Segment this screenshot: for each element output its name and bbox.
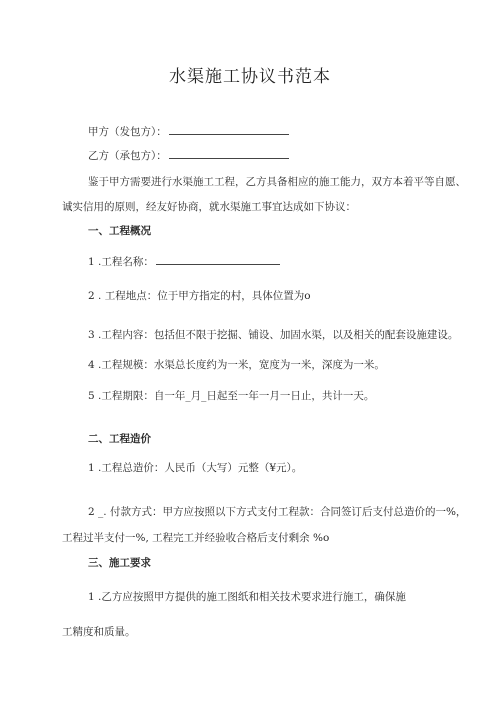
item-1-3: 3 .工程内容：包括但不限于挖掘、铺设、加固水渠，以及相关的配套设施建设。 [88, 329, 459, 341]
item-2-2-line-2: 工程过半支付一%, 工程完工并经验收合格后支付剩余 %o [62, 532, 330, 544]
intro-line-1: 鉴于甲方需要进行水渠施工工程，乙方具备相应的施工能力，双方本着平等自愿、 [88, 176, 466, 188]
item-2-2-line-1: 2 _. 付款方式：甲方应按照以下方式支付工程款：合同签订后支付总造价的一%， [88, 506, 467, 518]
item-3-1-line-2: 工精度和质量。 [62, 626, 136, 638]
item-3-1-line-1: 1 .乙方应按照甲方提供的施工图纸和相关技术要求进行施工，确保施 [88, 591, 406, 603]
section-1-heading: 一、工程概况 [88, 225, 151, 237]
item-1-2: 2 . 工程地点：位于甲方指定的村，具体位置为o [88, 290, 311, 302]
party-b-label: 乙方（承包方）： [88, 150, 167, 162]
item-1-1 [88, 254, 280, 269]
section-3-heading: 三、施工要求 [88, 557, 151, 569]
party-b-blank [169, 148, 289, 159]
party-b-line [88, 148, 289, 163]
document-title: 水渠施工协议书范本 [169, 67, 331, 87]
party-a-blank [169, 124, 289, 135]
party-a-label: 甲方（发包方）： [88, 126, 167, 138]
item-1-1-text: 1 .工程名称： [88, 256, 154, 268]
section-2-heading: 二、工程造价 [88, 433, 151, 445]
project-name-blank [156, 254, 280, 265]
intro-line-2: 诚实信用的原则，经友好协商，就水渠施工事宜达成如下协议： [62, 201, 356, 213]
item-1-4: 4 .工程规模：水渠总长度约为一米，宽度为一米，深度为一米。 [88, 359, 385, 371]
party-a-line [88, 124, 289, 139]
item-2-1: 1 .工程总造价：人民币（大写）元整（¥元）。 [88, 462, 303, 474]
item-1-5: 5 .工程期限：自一年_月_日起至一年一月一日止，共计一天。 [88, 390, 375, 402]
